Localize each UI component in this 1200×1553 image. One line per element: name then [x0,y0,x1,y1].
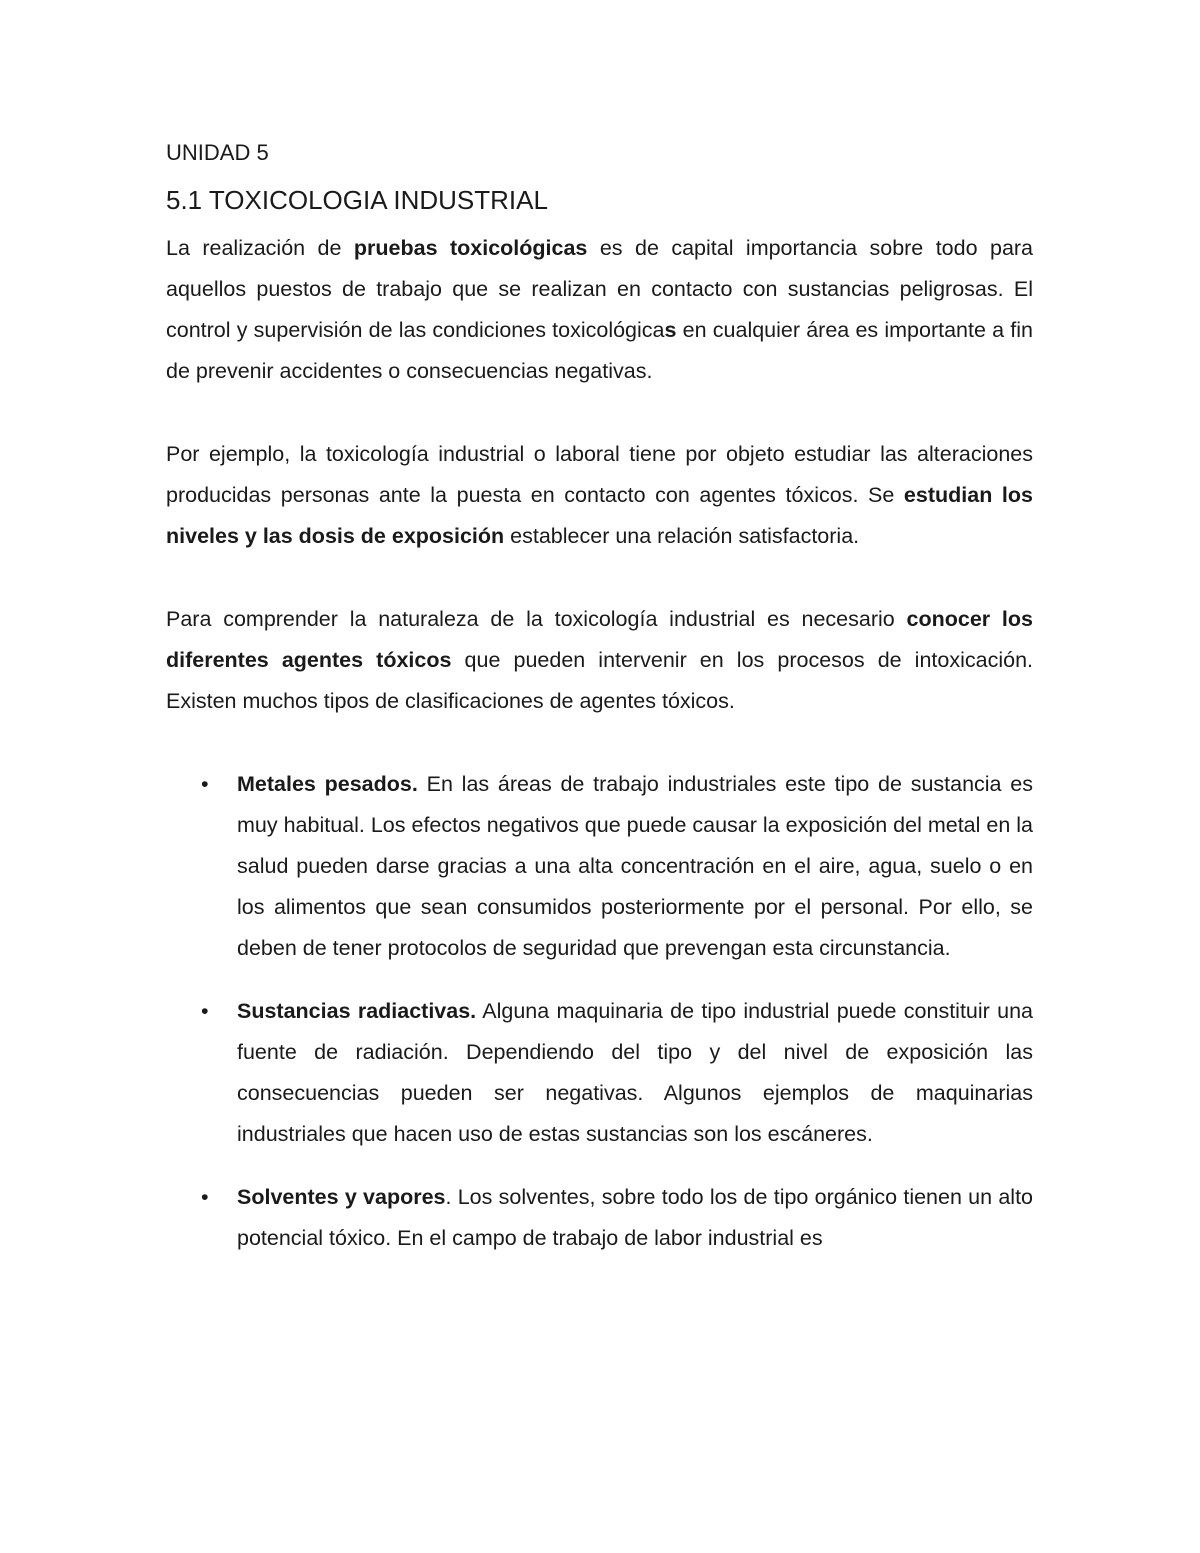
bold-phrase: conocer los diferentes agentes tóxicos [166,607,1033,672]
bullet-term: Metales pesados. [237,772,418,796]
bullet-text: . Los solventes, sobre todo los de tipo orgánico tienen un alto potencial tóxico. En el campo de trabajo de labor industrial es [237,1185,1034,1250]
bullet-icon: • [201,1185,209,1209]
bold-phrase: pruebas toxicológicas [353,236,588,260]
list-item [166,991,1033,1155]
list-item [166,764,1033,969]
paragraph-agents: Para comprender la naturaleza de la toxicología industrial es necesario conocer los diferentes agentes tóxicos que pueden intervenir en los procesos de intoxicación. Existen muchos tipos de clasificaciones de agentes tóxicos. [166,607,1033,713]
bullet-text: Alguna maquinaria de tipo industrial puede constituir una fuente de radiación. Dependiendo del tipo y del nivel de exposición las consecuencias pueden ser negativas. Algunos ejemplos de maquinarias industriales que hacen uso de estas sustancias son los escáneres. [237,999,1033,1146]
unit-label: UNIDAD 5 [166,140,269,165]
agents-list [166,764,1033,1259]
section-title: 5.1 TOXICOLOGIA INDUSTRIAL [166,185,548,215]
bullet-icon: • [201,772,209,796]
bullet-term: Solventes y vapores [237,1185,446,1209]
bold-phrase: estudian los niveles y las dosis de exposición [166,483,1033,548]
bold-letter: s [664,318,677,342]
list-item [166,1177,1033,1259]
document-page [166,136,1033,1281]
paragraph-intro: La realización de pruebas toxicológicas es de capital importancia sobre todo para aquellos puestos de trabajo que se realizan en contacto con sustancias peligrosas. El control y supervisión de las condiciones toxicológicas en cualquier área es importante a fin de prevenir accidentes o consecuencias negativas. [166,236,1034,383]
paragraph-example: Por ejemplo, la toxicología industrial o laboral tiene por objeto estudiar las alteraciones producidas personas ante la puesta en contacto con agentes tóxicos. Se estudian los niveles y las dosis de exposición establecer una relación satisfactoria. [166,442,1033,548]
bullet-icon: • [201,999,209,1023]
bullet-term: Sustancias radiactivas. [237,999,477,1023]
bullet-text: En las áreas de trabajo industriales este tipo de sustancia es muy habitual. Los efectos negativos que puede causar la exposición del metal en la salud pueden darse gracias a una alta concentración en el aire, agua, suelo o en los alimentos que sean consumidos posteriormente por el personal. Por ello, se deben de tener protocolos de seguridad que prevengan esta circunstancia. [237,772,1034,960]
